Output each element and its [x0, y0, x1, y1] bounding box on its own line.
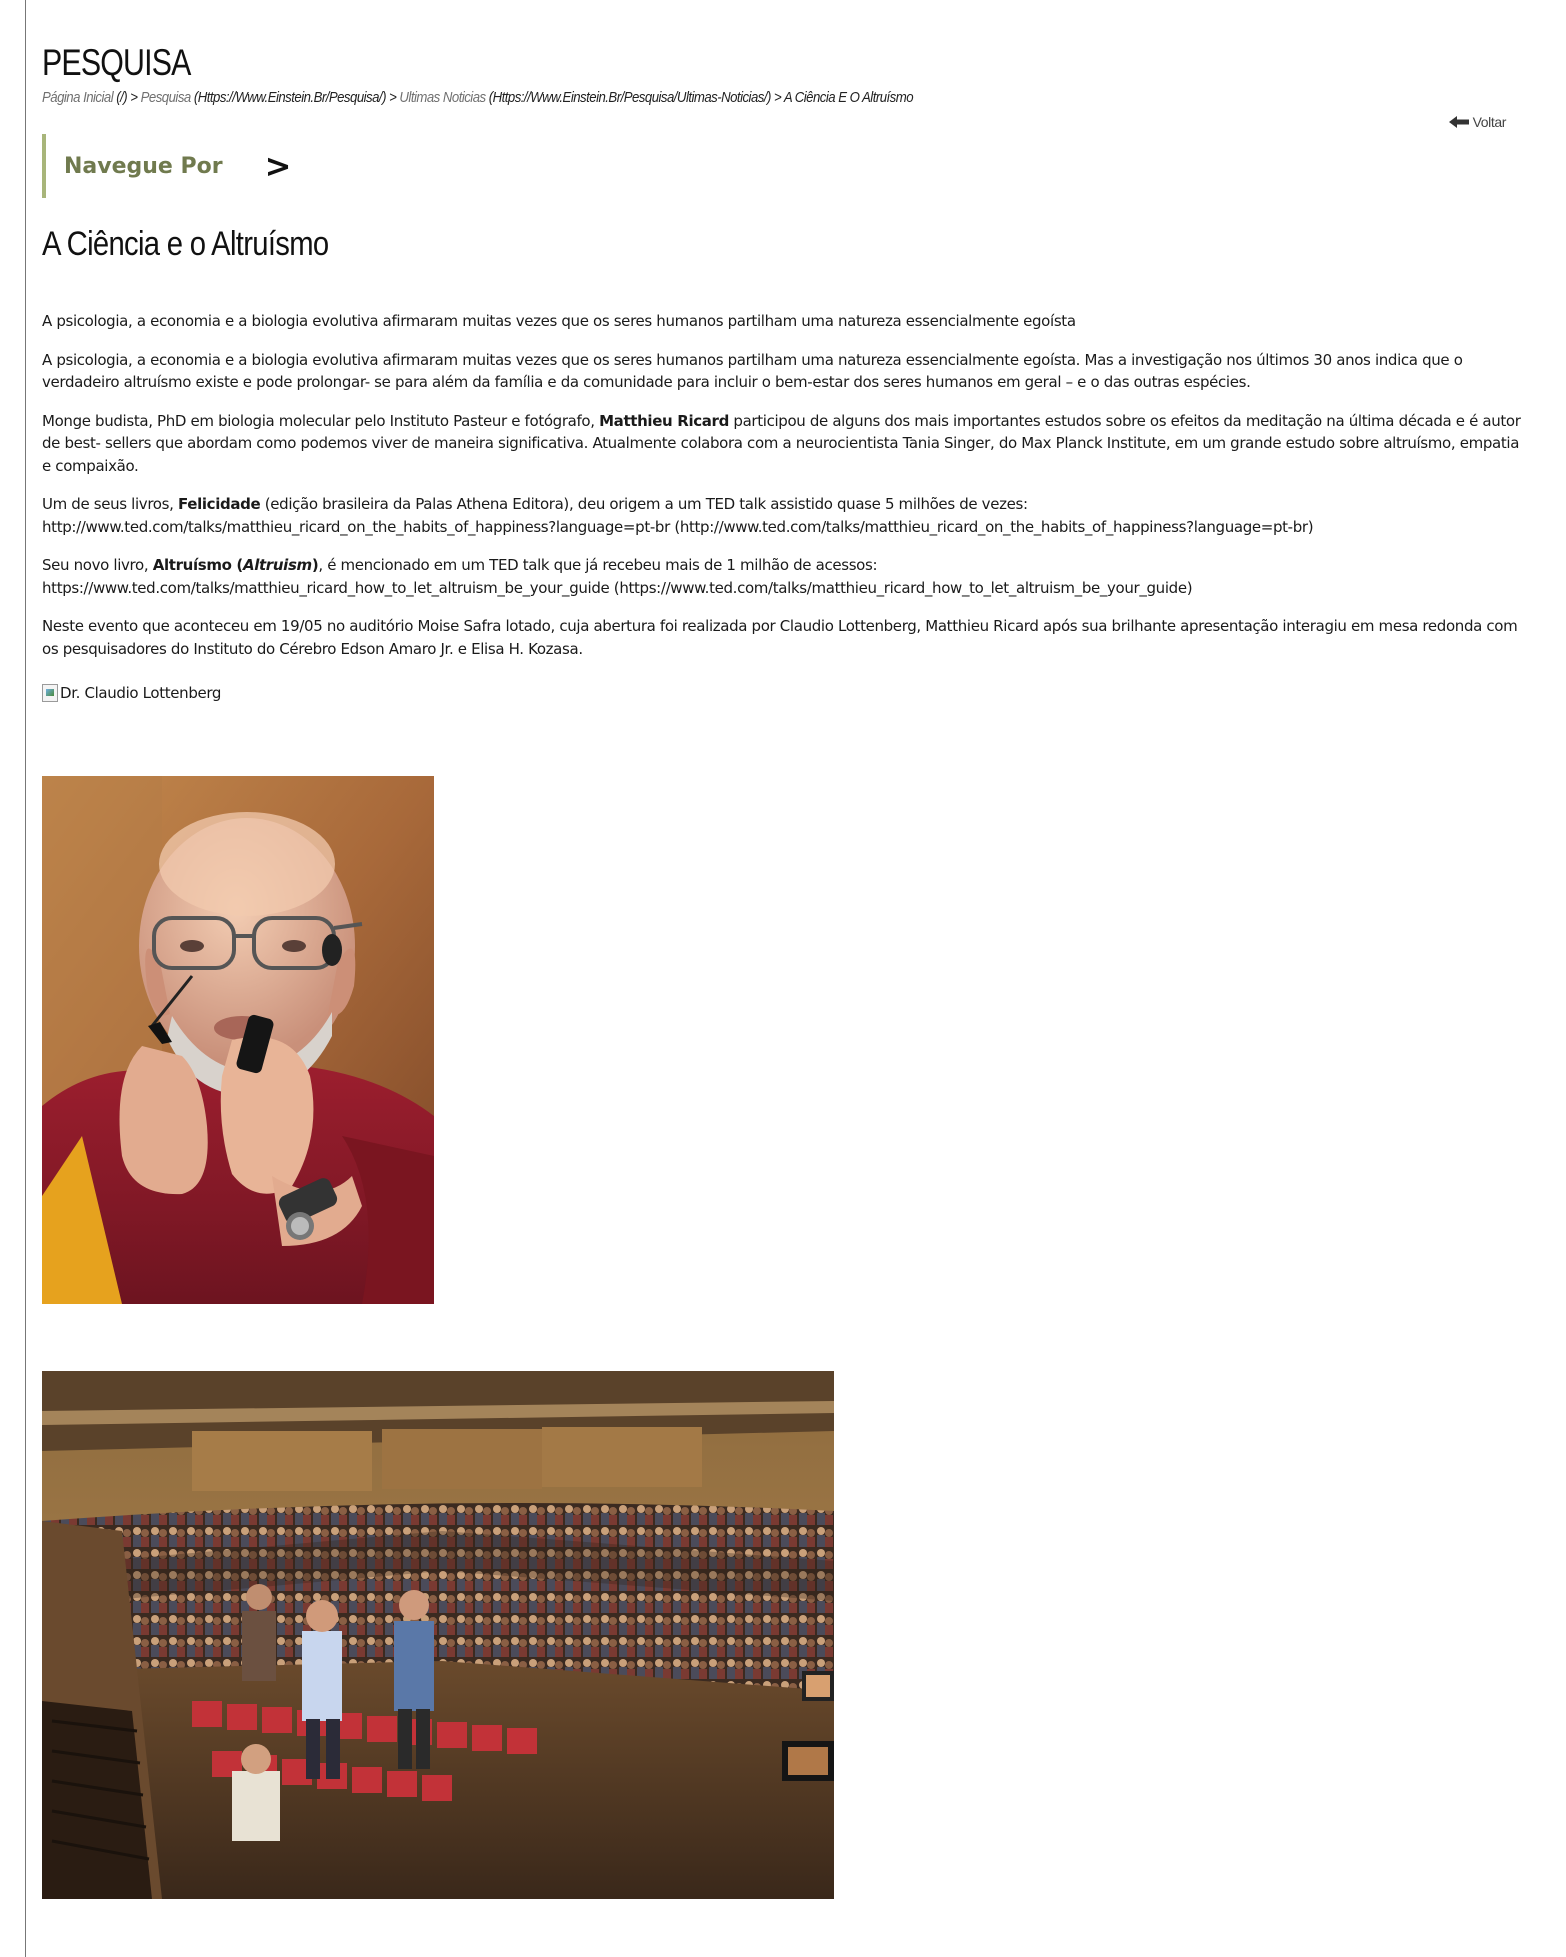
- navegue-por-label: Navegue Por: [64, 153, 223, 179]
- paragraph-text: (edição brasileira da Palas Athena Editora), deu origem a um TED talk assistido quase 5 milhões de vezes:: [260, 495, 1028, 513]
- breadcrumb-pesquisa-url: (Https://Www.Einstein.Br/Pesquisa/): [193, 89, 386, 106]
- article-paragraph: [42, 410, 1532, 478]
- book-title-english: Altruism: [242, 556, 312, 574]
- back-button[interactable]: [1449, 114, 1506, 130]
- ted-talk-link-happiness[interactable]: http://www.ted.com/talks/matthieu_ricard_on_the_habits_of_happiness?language=pt-br (http://www.ted.com/talks/matthieu_ricard_on_the_habits_of_happiness?language=pt-br): [42, 517, 1314, 536]
- navegue-por-toggle[interactable]: [42, 134, 291, 198]
- paragraph-text: participou de alguns dos mais importantes estudos sobre os efeitos da meditação na última década e é autor de best- sellers que abordam como podemos viver de maneira significativa. Atualmente colabora com a neurocientista Tania Singer, do Max Planck Institute, em um grande estudo sobre altruísmo, empatia e compaixão.: [42, 411, 1521, 475]
- book-title-altruismo: [153, 556, 319, 574]
- breadcrumb-separator: >: [773, 89, 782, 106]
- article-paragraph: [42, 493, 1532, 538]
- paragraph-text: Seu novo livro,: [42, 556, 153, 574]
- matthieu-ricard-photo: [42, 776, 434, 1304]
- paragraph-text: , é mencionado em um TED talk que já recebeu mais de 1 milhão de acessos:: [318, 556, 878, 574]
- article-title: A Ciência e o Altruísmo: [42, 225, 329, 263]
- breadcrumb-current: A Ciência E O Altruísmo: [783, 89, 914, 106]
- breadcrumb-home-link[interactable]: Página Inicial: [42, 89, 114, 106]
- breadcrumb-noticias-url: (Https://Www.Einstein.Br/Pesquisa/Ultimas-Noticias/): [488, 89, 771, 106]
- chevron-right-icon: >: [264, 147, 292, 185]
- section-title: PESQUISA: [42, 42, 191, 83]
- breadcrumb-pesquisa-link[interactable]: Pesquisa: [140, 89, 191, 106]
- arrow-left-icon: [1449, 116, 1469, 128]
- broken-image: [42, 682, 1532, 705]
- breadcrumb-home-url: (/): [116, 89, 128, 106]
- book-title-text: Altruísmo (: [152, 556, 243, 574]
- book-title-felicidade: Felicidade: [177, 495, 261, 513]
- back-button-label: Voltar: [1472, 114, 1506, 130]
- breadcrumb: [42, 88, 1344, 108]
- page-header: [42, 40, 1522, 108]
- article-paragraph: A psicologia, a economia e a biologia evolutiva afirmaram muitas vezes que os seres humanos partilham uma natureza essencialmente egoísta: [42, 312, 1076, 330]
- page-left-border: [25, 0, 26, 1957]
- article-body: [42, 310, 1532, 705]
- article-paragraph: Neste evento que aconteceu em 19/05 no auditório Moise Safra lotado, cuja abertura foi realizada por Claudio Lottenberg, Matthieu Ricard após sua brilhante apresentação interagiu em mesa redonda com os pesquisadores do Instituto do Cérebro Edson Amaro Jr. e Elisa H. Kozasa.: [42, 617, 1518, 658]
- auditorium-audience-photo: [42, 1371, 834, 1899]
- book-title-close: ): [311, 556, 319, 574]
- breadcrumb-noticias-link[interactable]: Ultimas Noticias: [399, 89, 486, 106]
- breadcrumb-separator: >: [130, 89, 138, 106]
- paragraph-text: Monge budista, PhD em biologia molecular pelo Instituto Pasteur e fotógrafo,: [42, 411, 600, 430]
- article-paragraph: [42, 554, 1532, 599]
- ted-talk-link-altruism[interactable]: https://www.ted.com/talks/matthieu_ricard_how_to_let_altruism_be_your_guide (https://www.ted.com/talks/matthieu_ricard_how_to_let_altruism_be_your_guide): [42, 578, 1193, 597]
- breadcrumb-separator: >: [389, 89, 397, 106]
- broken-image-alt-text: Dr. Claudio Lottenberg: [60, 684, 222, 702]
- broken-image-icon: [42, 684, 58, 702]
- paragraph-text: Um de seus livros,: [42, 495, 178, 513]
- article-paragraph: A psicologia, a economia e a biologia evolutiva afirmaram muitas vezes que os seres humanos partilham uma natureza essencialmente egoísta. Mas a investigação nos últimos 30 anos indica que o verdadeiro altruísmo existe e pode prolongar- se para além da família e da comunidade para incluir o bem-estar dos seres humanos em geral – e o das outras espécies.: [42, 350, 1463, 391]
- matthieu-ricard-name: Matthieu Ricard: [599, 411, 729, 430]
